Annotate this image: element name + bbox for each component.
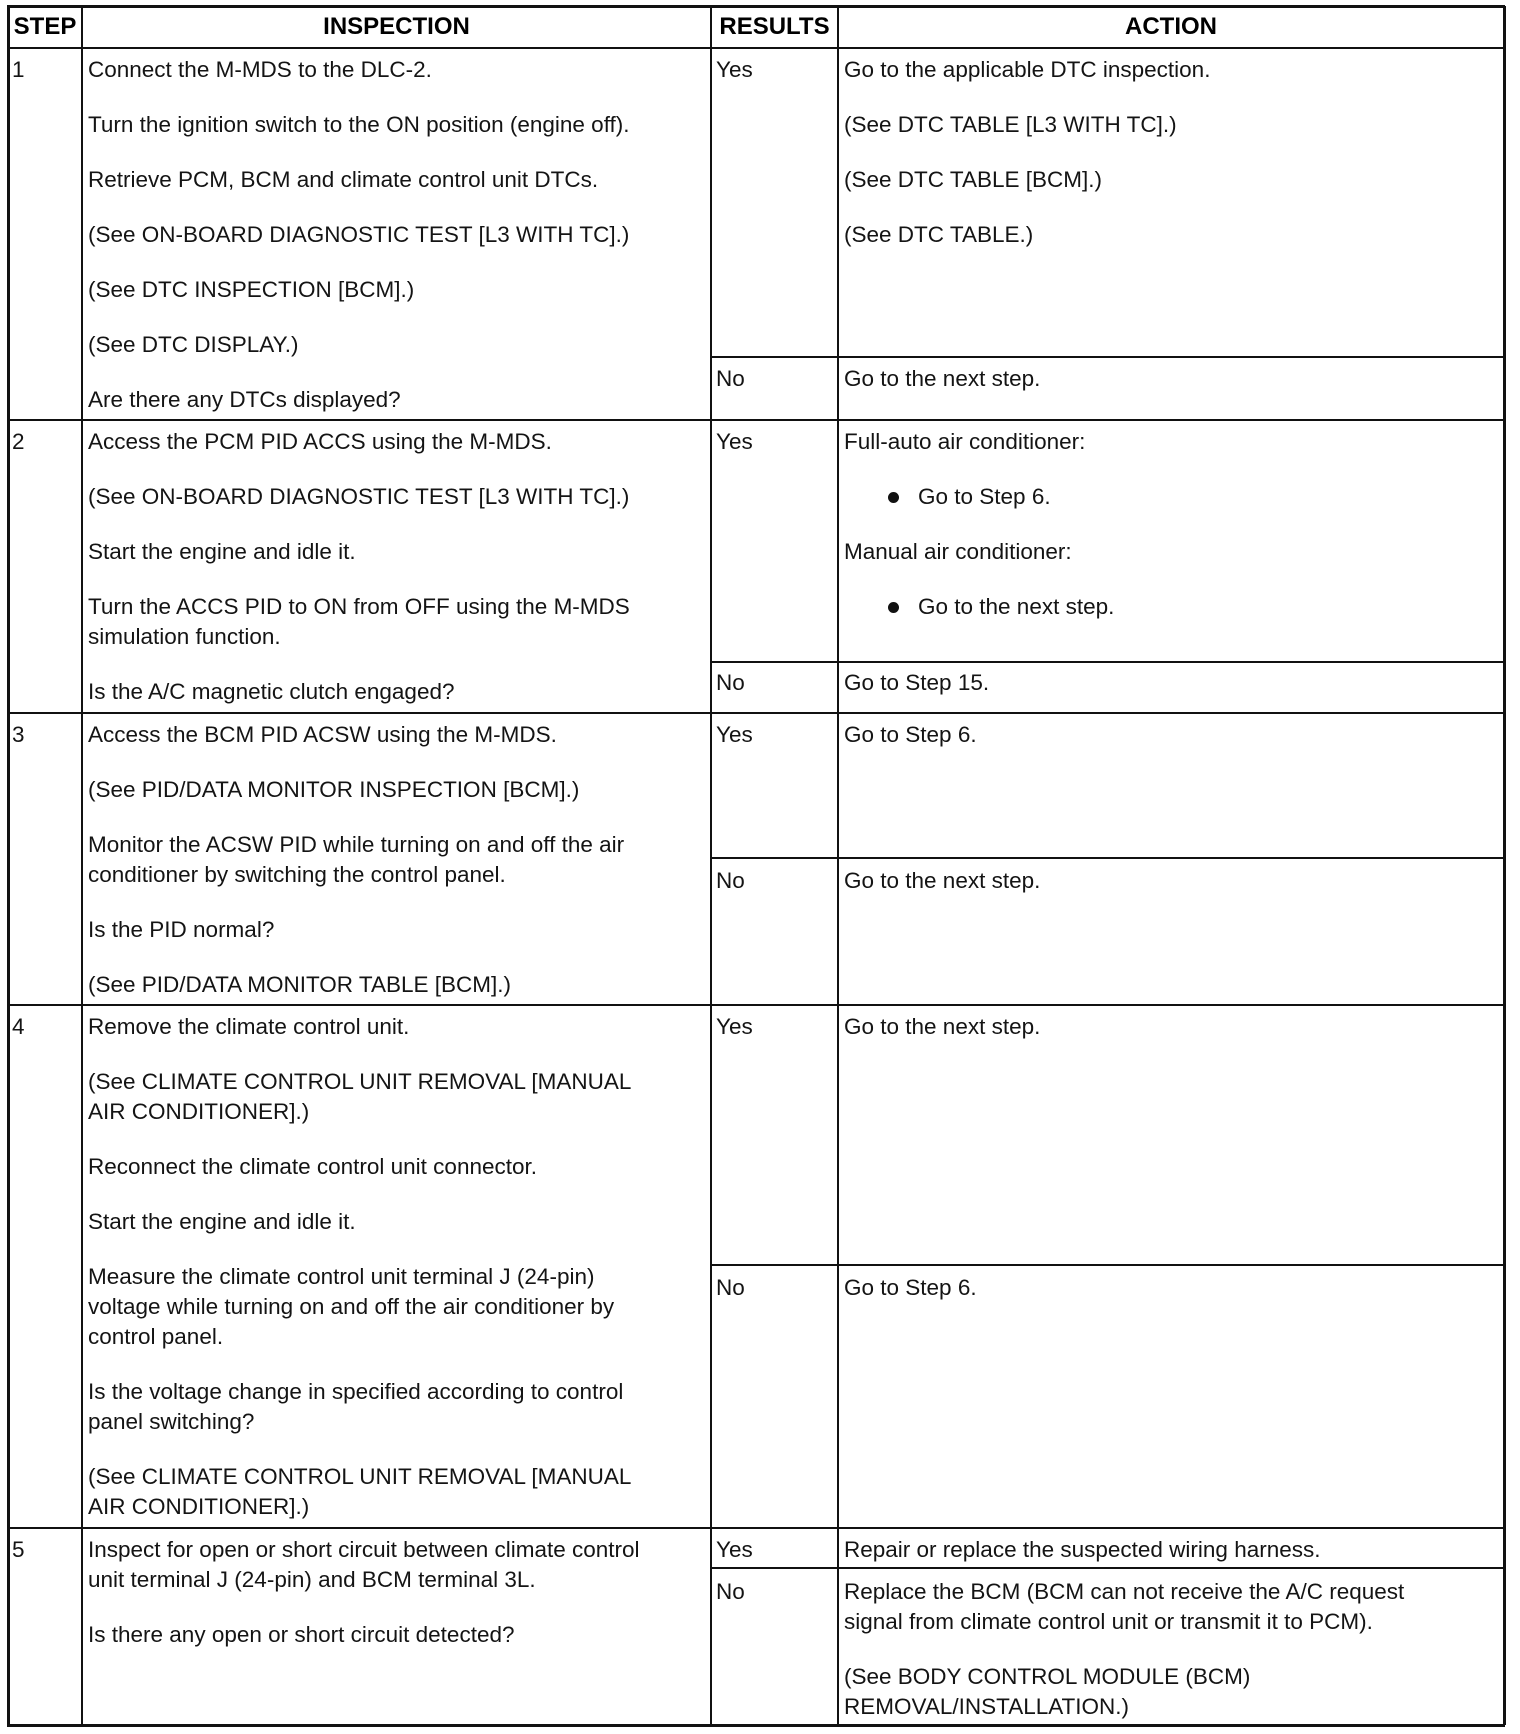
- column-rule-results: [837, 6, 839, 1725]
- row-rule: [8, 1527, 1504, 1529]
- inspection-line: (See ON-BOARD DIAGNOSTIC TEST [L3 WITH TC].): [88, 484, 630, 509]
- action-yes-line: Go to the next step.: [844, 1014, 1041, 1039]
- action-yes-line: (See DTC TABLE.): [844, 222, 1034, 247]
- result-yes: Yes: [716, 1014, 753, 1039]
- result-split-rule: [711, 356, 1504, 358]
- inspection-line: (See ON-BOARD DIAGNOSTIC TEST [L3 WITH TC].): [88, 222, 630, 247]
- inspection-line: (See PID/DATA MONITOR INSPECTION [BCM].): [88, 777, 580, 802]
- inspection-line: Access the BCM PID ACSW using the M-MDS.: [88, 722, 557, 747]
- action-yes-line: (See DTC TABLE [BCM].): [844, 167, 1102, 192]
- inspection-line: Remove the climate control unit.: [88, 1014, 410, 1039]
- header-step: STEP: [13, 13, 77, 40]
- inspection-line: Is there any open or short circuit detected?: [88, 1622, 515, 1647]
- row-rule: [8, 419, 1504, 421]
- row-rule: [8, 712, 1504, 714]
- column-rule-inspection: [710, 6, 712, 1725]
- result-yes: Yes: [716, 57, 753, 82]
- action-yes-line: Go to the next step.: [918, 594, 1115, 619]
- table-border-left: [7, 6, 10, 1725]
- action-no-line: Go to the next step.: [844, 366, 1041, 391]
- inspection-line: Inspect for open or short circuit between climate control: [88, 1537, 640, 1562]
- header-results: RESULTS: [719, 13, 830, 40]
- result-no: No: [716, 670, 745, 695]
- action-no-line: Go to Step 15.: [844, 670, 990, 695]
- step-number: 2: [12, 429, 25, 454]
- inspection-line: Is the PID normal?: [88, 917, 275, 942]
- action-no-line: Go to the next step.: [844, 868, 1041, 893]
- inspection-line: Are there any DTCs displayed?: [88, 387, 401, 412]
- action-no-line: Go to Step 6.: [844, 1275, 977, 1300]
- inspection-line: Measure the climate control unit terminal J (24-pin): [88, 1264, 595, 1289]
- action-yes-line: Repair or replace the suspected wiring harness.: [844, 1537, 1321, 1562]
- step-number: 1: [12, 57, 25, 82]
- inspection-line: unit terminal J (24-pin) and BCM terminal 3L.: [88, 1567, 536, 1592]
- inspection-line: Connect the M-MDS to the DLC-2.: [88, 57, 432, 82]
- header-inspection: INSPECTION: [323, 13, 470, 40]
- inspection-line: Is the voltage change in specified according to control: [88, 1379, 624, 1404]
- action-yes-line: Go to the applicable DTC inspection.: [844, 57, 1211, 82]
- inspection-line: (See CLIMATE CONTROL UNIT REMOVAL [MANUAL: [88, 1069, 632, 1094]
- inspection-line: Turn the ignition switch to the ON position (engine off).: [88, 112, 630, 137]
- inspection-line: Start the engine and idle it.: [88, 539, 356, 564]
- action-no-line: REMOVAL/INSTALLATION.): [844, 1694, 1130, 1719]
- inspection-line: Retrieve PCM, BCM and climate control unit DTCs.: [88, 167, 599, 192]
- result-split-rule: [711, 1567, 1504, 1569]
- action-yes-line: Go to Step 6.: [918, 484, 1051, 509]
- result-yes: Yes: [716, 1537, 753, 1562]
- inspection-line: control panel.: [88, 1324, 224, 1349]
- inspection-line: Access the PCM PID ACCS using the M-MDS.: [88, 429, 552, 454]
- action-no-line: (See BODY CONTROL MODULE (BCM): [844, 1664, 1251, 1689]
- table-border-bottom: [7, 1724, 1505, 1727]
- action-no-line: signal from climate control unit or transmit it to PCM).: [844, 1609, 1373, 1634]
- inspection-line: simulation function.: [88, 624, 281, 649]
- inspection-line: panel switching?: [88, 1409, 255, 1434]
- result-split-rule: [711, 1264, 1504, 1266]
- result-no: No: [716, 366, 745, 391]
- header-action: ACTION: [1125, 13, 1217, 40]
- step-number: 3: [12, 722, 25, 747]
- result-no: No: [716, 1579, 745, 1604]
- inspection-line: voltage while turning on and off the air conditioner by: [88, 1294, 615, 1319]
- header-rule: [8, 47, 1504, 49]
- table-border-right: [1503, 6, 1506, 1725]
- result-no: No: [716, 1275, 745, 1300]
- bullet-icon: [888, 602, 899, 613]
- table-border-top: [7, 5, 1505, 8]
- inspection-line: AIR CONDITIONER].): [88, 1494, 310, 1519]
- result-split-rule: [711, 857, 1504, 859]
- action-no-line: Replace the BCM (BCM can not receive the A/C request: [844, 1579, 1405, 1604]
- row-rule: [8, 1004, 1504, 1006]
- action-yes-line: Full-auto air conditioner:: [844, 429, 1086, 454]
- inspection-line: conditioner by switching the control panel.: [88, 862, 506, 887]
- inspection-line: Monitor the ACSW PID while turning on and off the air: [88, 832, 625, 857]
- action-yes-line: (See DTC TABLE [L3 WITH TC].): [844, 112, 1177, 137]
- action-yes-line: Go to Step 6.: [844, 722, 977, 747]
- result-yes: Yes: [716, 429, 753, 454]
- step-number: 5: [12, 1537, 25, 1562]
- result-yes: Yes: [716, 722, 753, 747]
- inspection-line: (See DTC INSPECTION [BCM].): [88, 277, 415, 302]
- inspection-line: Is the A/C magnetic clutch engaged?: [88, 679, 455, 704]
- inspection-line: AIR CONDITIONER].): [88, 1099, 310, 1124]
- inspection-line: (See DTC DISPLAY.): [88, 332, 299, 357]
- bullet-icon: [888, 492, 899, 503]
- result-split-rule: [711, 661, 1504, 663]
- column-rule-step: [81, 6, 83, 1725]
- inspection-line: (See CLIMATE CONTROL UNIT REMOVAL [MANUAL: [88, 1464, 632, 1489]
- inspection-line: (See PID/DATA MONITOR TABLE [BCM].): [88, 972, 511, 997]
- inspection-line: Reconnect the climate control unit connector.: [88, 1154, 538, 1179]
- step-number: 4: [12, 1014, 25, 1039]
- result-no: No: [716, 868, 745, 893]
- action-yes-line: Manual air conditioner:: [844, 539, 1072, 564]
- inspection-line: Turn the ACCS PID to ON from OFF using the M-MDS: [88, 594, 630, 619]
- inspection-line: Start the engine and idle it.: [88, 1209, 356, 1234]
